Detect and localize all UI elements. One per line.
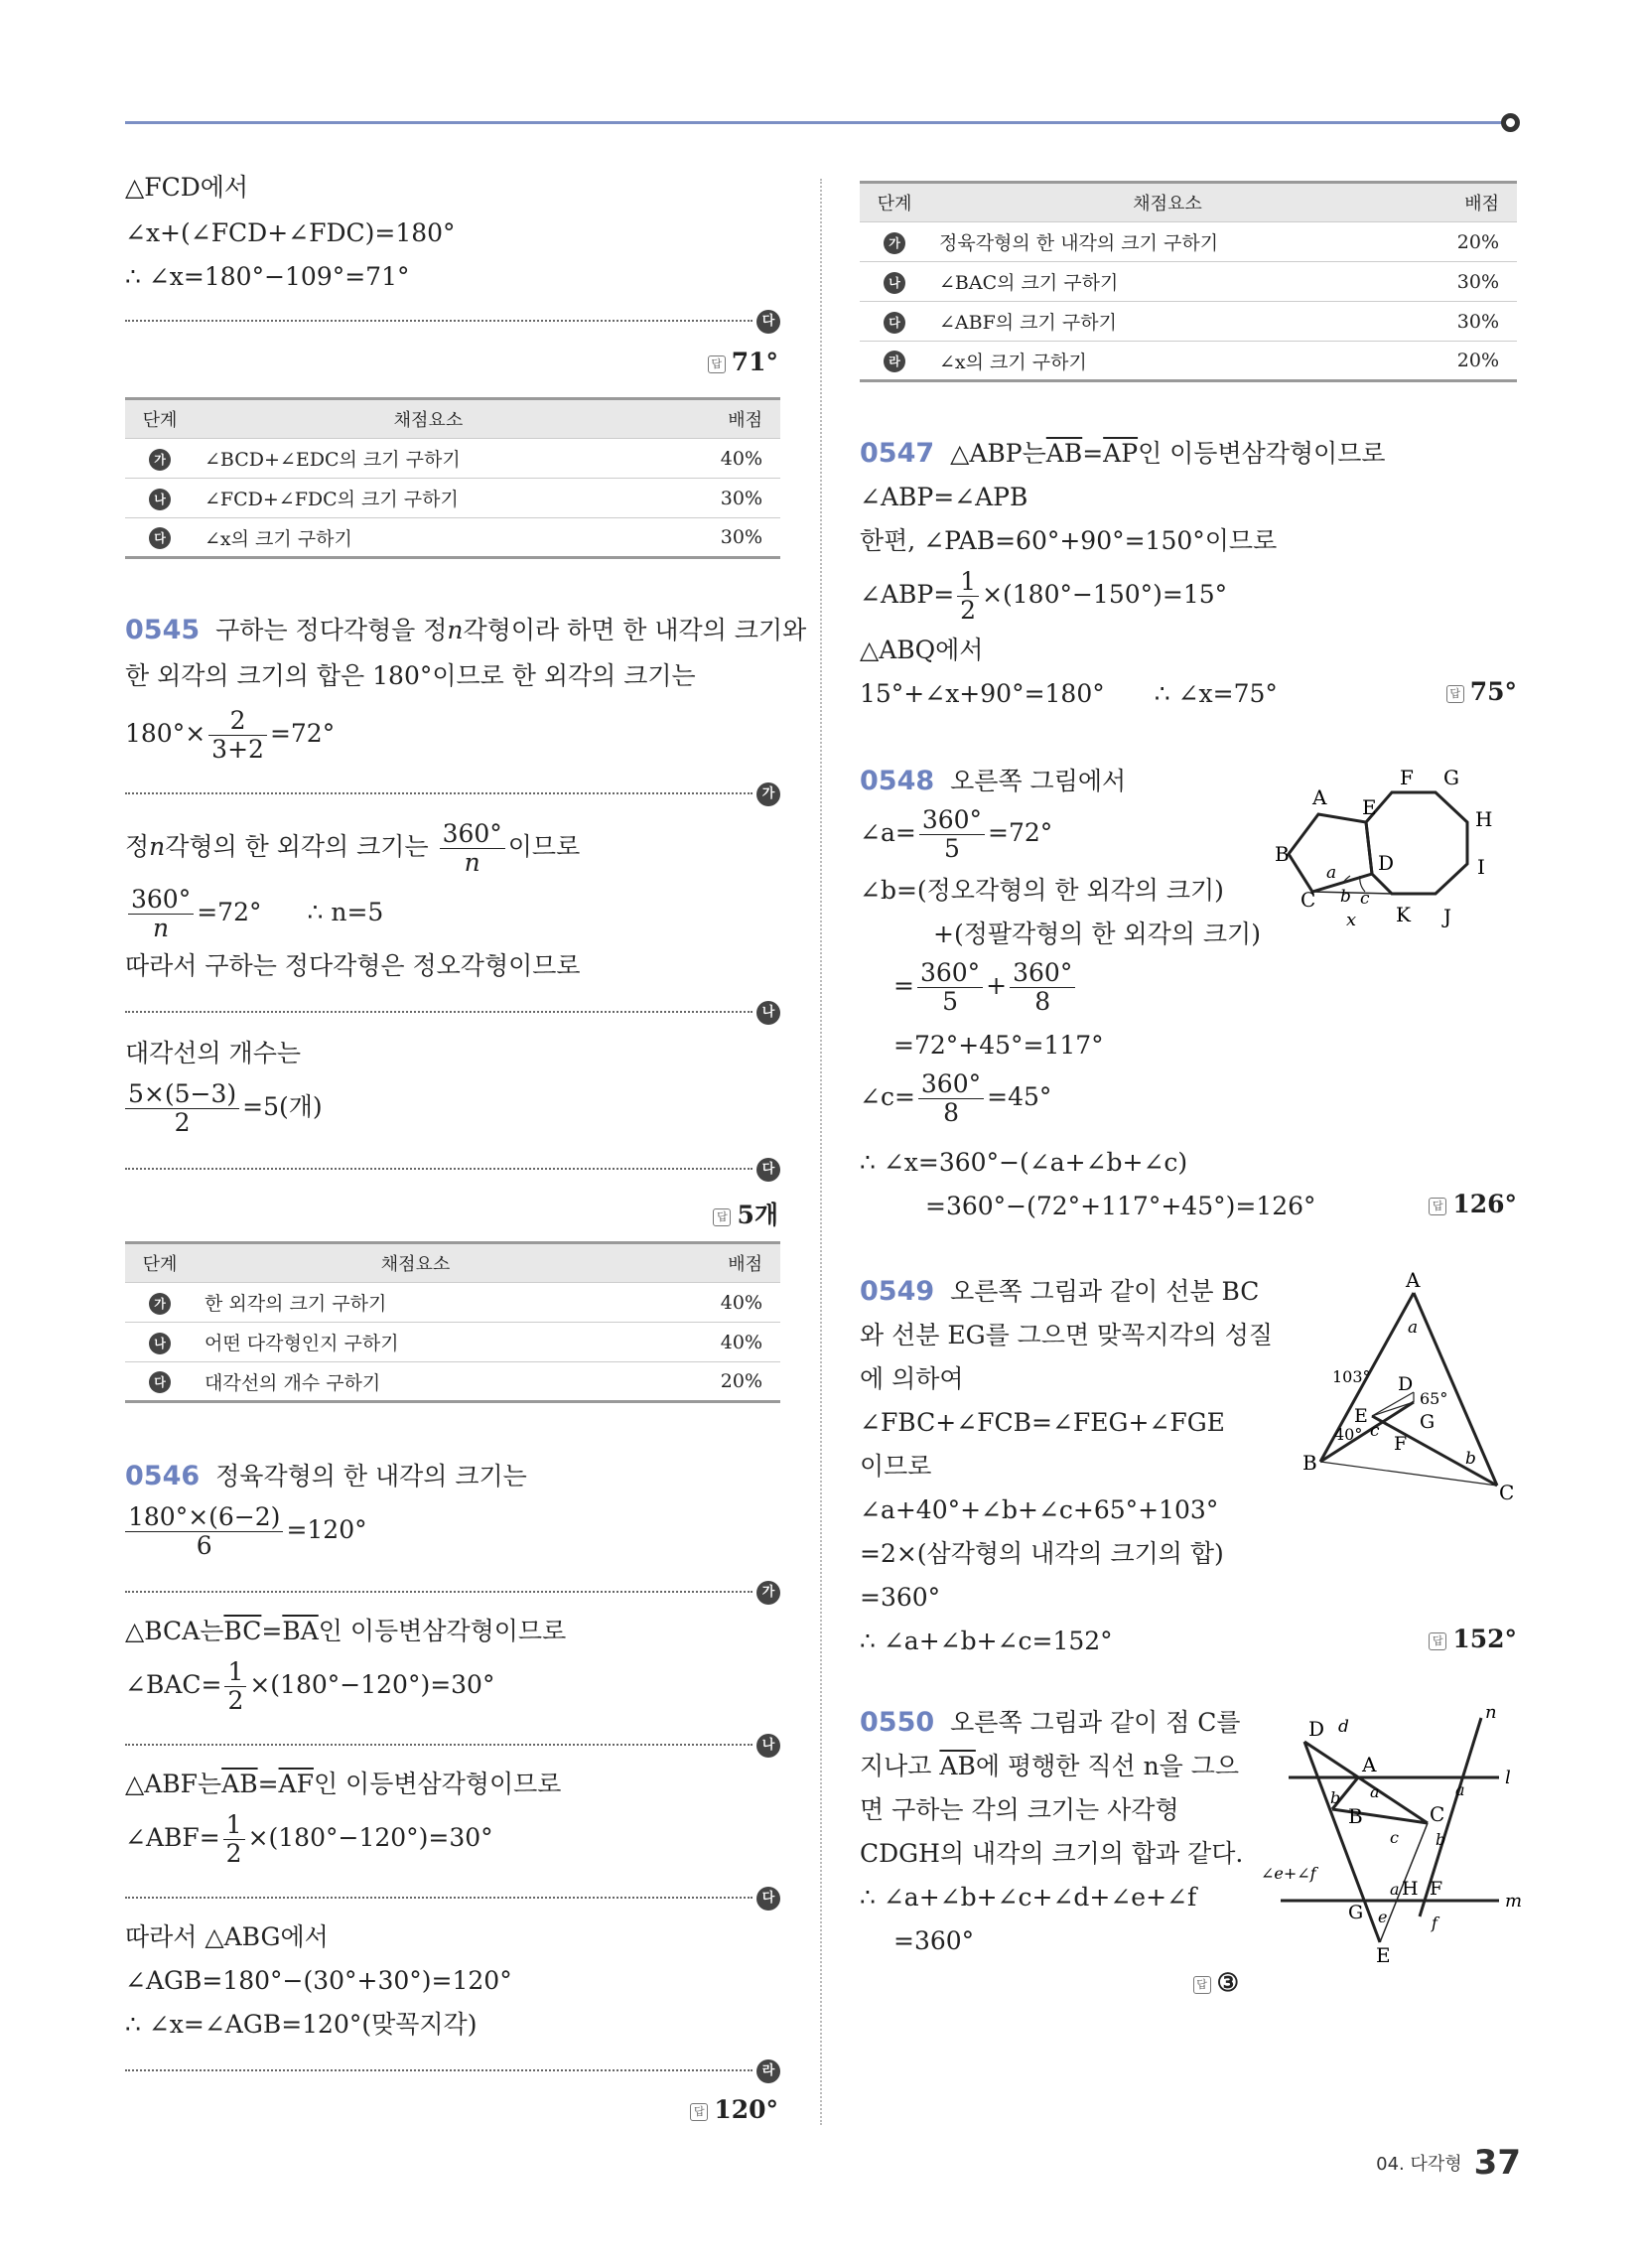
table-row: 다 대각선의 개수 구하기 20%	[125, 1362, 780, 1402]
p0550-line5: ∴ ∠a+∠b+∠c+∠d+∠e+∠f	[860, 1883, 1197, 1912]
p0549-line4: ∠FBC+∠FCB=∠FEG+∠FGE	[860, 1408, 1225, 1437]
p0549-line7: =2×(삼각형의 내각의 크기의 합)	[860, 1539, 1224, 1568]
fig0550-label-a3: a	[1390, 1880, 1400, 1899]
answer-tag-icon: 답	[1429, 1198, 1446, 1215]
p0545-line7: 대각선의 개수는	[125, 1039, 301, 1067]
th-points: 배점	[1406, 183, 1517, 222]
answer-tag-icon: 답	[690, 2103, 708, 2121]
p0547-line4: ∠ABP= $\frac{1}{2}$ ×(180°−150°)=15°	[860, 567, 1228, 625]
fig0548-label-B: B	[1275, 842, 1290, 866]
step-badge: 나	[756, 1001, 780, 1025]
answer-tag-icon: 답	[1193, 1976, 1211, 1994]
table-row: 나 어떤 다각형인지 구하기 40%	[125, 1323, 780, 1362]
step-badge: 라	[756, 2059, 780, 2083]
fig0549-label-A: A	[1406, 1271, 1421, 1292]
answer-0544: 답 71°	[616, 348, 778, 376]
fig0550-label-c: c	[1390, 1828, 1399, 1847]
fig0548-label-G: G	[1443, 766, 1459, 789]
fig0550-label-n: n	[1485, 1706, 1497, 1723]
fig0549-label-40: 40°	[1334, 1425, 1363, 1444]
fig0548-label-J: J	[1443, 905, 1452, 928]
table-row: 다 ∠ABF의 크기 구하기 30%	[860, 302, 1517, 342]
step-separator	[125, 1885, 753, 1899]
header-rule-endpoint	[1501, 113, 1520, 132]
scoring-table-2	[125, 1241, 780, 1403]
p0545-formula4: $\frac{5\times(5-3)}{2}$ =5(개)	[125, 1080, 323, 1137]
section-title: 04. 다각형	[1376, 2154, 1462, 2175]
page-footer	[1376, 2143, 1521, 2183]
th-step: 단계	[860, 183, 929, 222]
fig0548-label-c: c	[1360, 889, 1370, 909]
p0546-line4: ∠BAC= $\frac{1}{2}$ ×(180°−120°)=30°	[125, 1657, 495, 1715]
p0548-a: ∠a= $\frac{360^\circ}{5}$ =72°	[860, 805, 1053, 863]
p0550-line1: 0550 오른쪽 그림과 같이 점 C를	[860, 1707, 1241, 1738]
p0548-b2: +(정팔각형의 한 외각의 크기)	[933, 920, 1261, 948]
th-step: 단계	[125, 399, 195, 439]
intro-line3: ∴ ∠x=180°−109°=71°	[125, 262, 410, 291]
fig0550-label-b1: b	[1330, 1788, 1341, 1807]
answer-0549: 답 152°	[1350, 1625, 1517, 1653]
table-row: 나 ∠FCD+∠FDC의 크기 구하기 30%	[125, 479, 780, 518]
p0545-line5: $\frac{360^\circ}{n}$ =72° ∴ n=5	[125, 886, 383, 942]
fig0550-label-G: G	[1348, 1902, 1364, 1923]
fig0548-label-D: D	[1378, 851, 1395, 875]
fig0549-label-G: G	[1420, 1411, 1436, 1433]
fig0549-label-D: D	[1398, 1373, 1414, 1395]
header-rule	[125, 121, 1509, 124]
fig0549-label-C: C	[1499, 1481, 1515, 1504]
th-item: 채점요소	[195, 399, 662, 439]
p0547-line3: 한편, ∠PAB=60°+90°=150°이므로	[860, 526, 1278, 555]
p0548-c: ∠c= $\frac{360^\circ}{8}$ =45°	[860, 1069, 1052, 1127]
fig0549-label-65: 65°	[1420, 1389, 1448, 1408]
step-separator	[125, 1156, 753, 1170]
p0546-line9: ∴ ∠x=∠AGB=120°(맞꼭지각)	[125, 2010, 478, 2039]
p0547-line6: 15°+∠x+90°=180° ∴ ∠x=75°	[860, 679, 1278, 708]
p0550-line4: CDGH의 내각의 크기의 합과 같다.	[860, 1839, 1244, 1868]
scoring-table-1	[125, 397, 780, 559]
p0545-line1: 0545 구하는 정다각형을 정n각형이라 하면 한 내각의 크기와	[125, 615, 807, 645]
p0550-line2: 지나고 $\overline{AB}$에 평행한 직선 n을 그으	[860, 1752, 1240, 1780]
table-row: 가 한 외각의 크기 구하기 40%	[125, 1283, 780, 1323]
step-badge: 다	[756, 1158, 780, 1182]
answer-tag-icon: 답	[1446, 685, 1464, 703]
fig0550-label-f: f	[1432, 1914, 1437, 1932]
octagon	[1366, 792, 1467, 894]
fig0548-label-b: b	[1340, 887, 1351, 907]
p0545-line6: 따라서 구하는 정다각형은 정오각형이므로	[125, 951, 581, 980]
table-row: 가 정육각형의 한 내각의 크기 구하기 20%	[860, 222, 1517, 262]
intro-line1: △FCD에서	[125, 173, 249, 202]
p0546-line5: △ABF는$\overline{AB}=\overline{AF}$인 이등변삼각형이므로	[125, 1770, 562, 1798]
th-step: 단계	[125, 1243, 195, 1283]
answer-tag-icon: 답	[1429, 1632, 1446, 1650]
table-row: 라 ∠x의 크기 구하기 20%	[860, 342, 1517, 381]
fig0550-label-a1: a	[1370, 1782, 1380, 1801]
fig0548-label-A: A	[1312, 785, 1327, 809]
th-item: 채점요소	[929, 183, 1406, 222]
column-divider	[820, 179, 822, 2125]
step-separator	[125, 2057, 753, 2071]
p0546-line7: 따라서 △ABG에서	[125, 1922, 329, 1951]
fig0550-label-b2: b	[1436, 1830, 1446, 1849]
fig0550-label-ef: ∠e+∠f	[1261, 1864, 1316, 1883]
fig0549-label-B: B	[1302, 1451, 1317, 1475]
fig0550-label-d: d	[1338, 1717, 1349, 1737]
p0549-line1: 0549 오른쪽 그림과 같이 선분 BC	[860, 1276, 1260, 1307]
fig0550-label-e: e	[1378, 1908, 1388, 1926]
fig0550-label-F: F	[1430, 1878, 1443, 1900]
p0545-line2: 한 외각의 크기의 합은 180°이므로 한 외각의 크기는	[125, 661, 696, 690]
fig0548-label-a: a	[1326, 863, 1337, 883]
step-badge: 다	[756, 310, 780, 334]
p0546-line6: ∠ABF= $\frac{1}{2}$ ×(180°−120°)=30°	[125, 1810, 493, 1868]
p0549-line2: 와 선분 EG를 그으면 맞꼭지각의 성질	[860, 1321, 1274, 1349]
p0548-b1: ∠b=(정오각형의 한 외각의 크기)	[860, 876, 1224, 905]
table-row: 가 ∠BCD+∠EDC의 크기 구하기 40%	[125, 439, 780, 479]
step-badge: 다	[756, 1887, 780, 1911]
p0546-line1: 0546 정육각형의 한 내각의 크기는	[125, 1461, 527, 1491]
fig0550-label-C: C	[1430, 1802, 1445, 1826]
table-row: 나 ∠BAC의 크기 구하기 30%	[860, 262, 1517, 302]
fig0548-label-x: x	[1346, 910, 1357, 930]
step-badge: 가	[756, 782, 780, 806]
p0547-line2: ∠ABP=∠APB	[860, 483, 1028, 511]
step-separator	[125, 999, 753, 1013]
fig0550-label-l: l	[1505, 1768, 1511, 1788]
fig0550-label-H: H	[1402, 1878, 1419, 1900]
fig0550-label-A: A	[1362, 1753, 1377, 1776]
intro-line2: ∠x+(∠FCD+∠FDC)=180°	[125, 218, 456, 247]
fig0548-label-F: F	[1400, 766, 1414, 789]
p0546-line3: △BCA는$\overline{BC}=\overline{BA}$인 이등변삼각형이므로	[125, 1617, 567, 1645]
answer-0546: 답 120°	[616, 2095, 778, 2124]
fig0549-label-b: b	[1465, 1449, 1476, 1469]
p0547-line5: △ABQ에서	[860, 636, 984, 664]
step-badge: 가	[756, 1581, 780, 1605]
step-separator	[125, 1579, 753, 1593]
answer-tag-icon: 답	[708, 355, 726, 373]
fig0548-label-I: I	[1477, 855, 1485, 879]
answer-0548: 답 126°	[1350, 1190, 1517, 1218]
page-number: 37	[1473, 2143, 1521, 2183]
answer-0547: 답 75°	[1350, 677, 1517, 706]
p0545-formula1: 180°× $\frac{2}{3+2}$ =72°	[125, 706, 336, 764]
fig0548-label-H: H	[1475, 807, 1493, 831]
p0548-x1: ∴ ∠x=360°−(∠a+∠b+∠c)	[860, 1148, 1188, 1177]
p0545-line4: 정n각형의 한 외각의 크기는 $\frac{360^\circ}{n}$ 이므로	[125, 819, 581, 877]
star-triangle-figure	[1291, 1271, 1529, 1509]
p0549-line5: 이므로	[860, 1452, 932, 1481]
th-points: 배점	[636, 1243, 780, 1283]
p0546-line8: ∠AGB=180°−(30°+30°)=120°	[125, 1966, 512, 1995]
th-points: 배점	[662, 399, 780, 439]
fig0550-label-E: E	[1376, 1943, 1391, 1964]
p0549-line9: ∴ ∠a+∠b+∠c=152°	[860, 1627, 1113, 1655]
fig0549-label-c: c	[1370, 1421, 1380, 1441]
p0548-b3: = $\frac{360^\circ}{5}$ + $\frac{360^\circ}{8}$	[893, 959, 1078, 1016]
fig0548-label-E: E	[1362, 795, 1377, 819]
p0548-line1: 0548 오른쪽 그림에서	[860, 766, 1127, 796]
fig0548-label-C: C	[1300, 888, 1316, 912]
p0548-b4: =72°+45°=117°	[893, 1031, 1104, 1060]
p0549-line3: 에 의하여	[860, 1364, 964, 1393]
scoring-table-3	[860, 181, 1517, 382]
answer-0545: 답 5개	[616, 1196, 778, 1231]
fig0548-label-K: K	[1396, 903, 1411, 926]
fig0549-label-a: a	[1408, 1318, 1419, 1338]
fig0549-label-E: E	[1354, 1405, 1368, 1427]
fig0550-label-B: B	[1348, 1804, 1363, 1828]
parallel-lines-figure	[1261, 1706, 1529, 1964]
fig0549-label-103: 103°	[1332, 1367, 1371, 1386]
th-item: 채점요소	[195, 1243, 636, 1283]
p0547-line1: 0547 △ABP는$\overline{AB}=\overline{AP}$인 이등변삼각형이므로	[860, 438, 1386, 469]
p0550-line3: 면 구하는 각의 크기는 사각형	[860, 1795, 1179, 1824]
fig0550-label-D: D	[1308, 1717, 1325, 1741]
p0550-line6: =360°	[893, 1926, 975, 1955]
pentagon-octagon-figure	[1261, 765, 1529, 933]
step-separator	[125, 308, 753, 322]
p0549-line8: =360°	[860, 1583, 941, 1612]
p0546-formula1: $\frac{180^\circ\times(6-2)}{6}$ =120°	[125, 1503, 367, 1560]
table-row: 다 ∠x의 크기 구하기 30%	[125, 518, 780, 558]
step-badge: 나	[756, 1734, 780, 1758]
step-separator	[125, 1732, 753, 1746]
p0549-line6: ∠a+40°+∠b+∠c+65°+103°	[860, 1495, 1219, 1524]
fig0549-label-F: F	[1394, 1433, 1408, 1455]
fig0550-label-a2: a	[1455, 1780, 1465, 1799]
answer-tag-icon: 답	[713, 1208, 731, 1226]
fig0550-label-m: m	[1505, 1891, 1523, 1912]
p0548-x2: =360°−(72°+117°+45°)=126°	[925, 1192, 1316, 1220]
step-separator	[125, 780, 753, 794]
answer-0550: 답 ③	[1132, 1968, 1239, 1997]
